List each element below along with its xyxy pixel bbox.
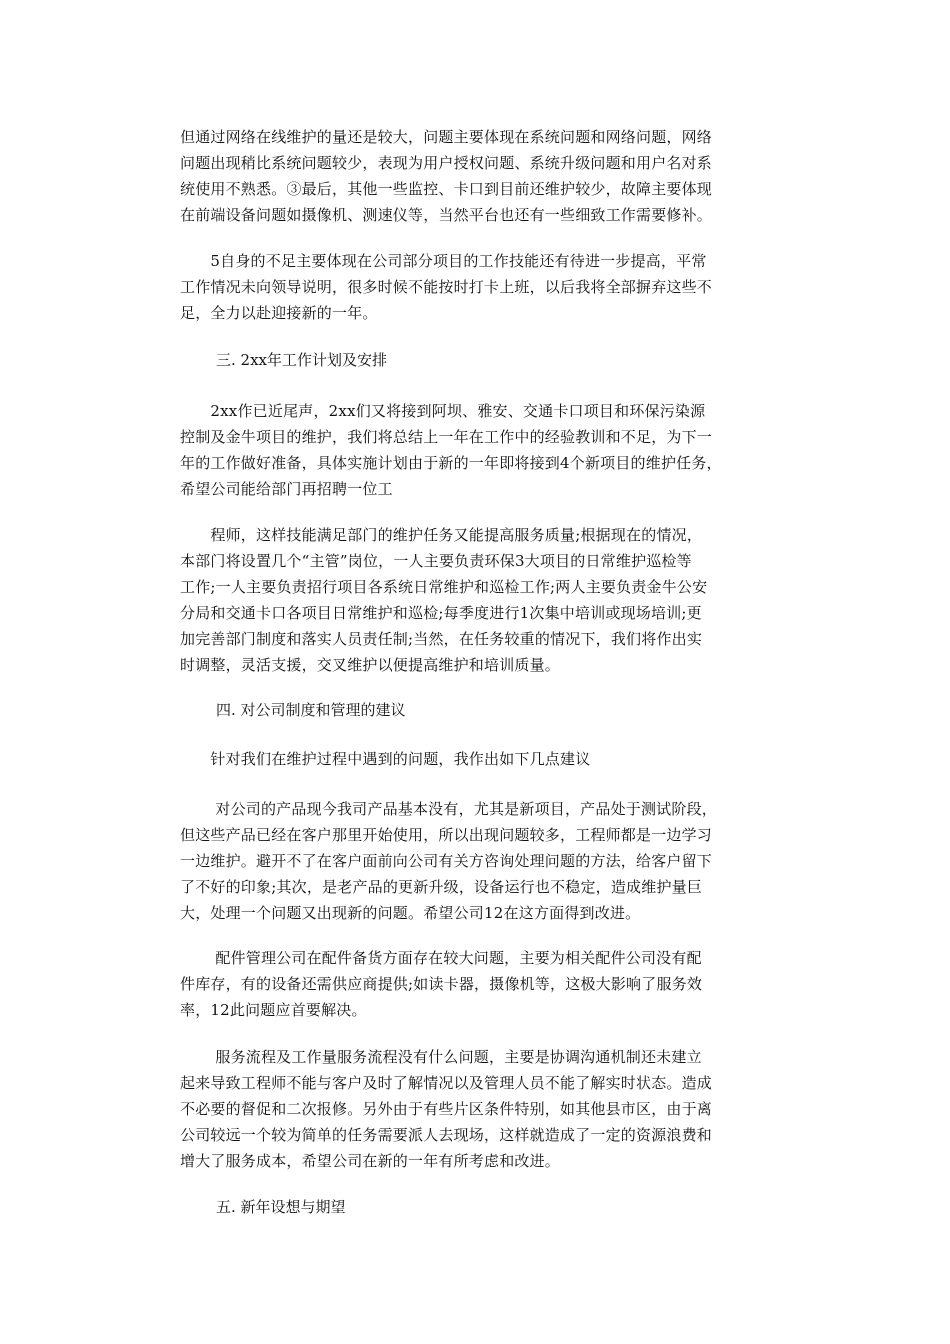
text-line: 大，处理一个问题又出现新的问题。希望公司12在这方面得到改进。 <box>180 904 641 922</box>
text-line: 年的工作做好准备，具体实施计划由于新的一年即将接到4个新项目的维护任务， <box>180 454 722 472</box>
text-line: 但通过网络在线维护的量还是较大，问题主要体现在系统问题和网络问题，网络 <box>180 128 713 146</box>
text-line: 率，12此问题应首要解决。 <box>180 1001 367 1019</box>
text-line: 配件管理公司在配件备货方面存在较大问题，主要为相关配件公司没有配 <box>180 949 702 967</box>
text-line: 5自身的不足主要体现在公司部分项目的工作技能还有待进一步提高，平常 <box>180 252 707 270</box>
text-line: 统使用不熟悉。③最后，其他一些监控、卡口到目前还维护较少，故障主要体现 <box>180 180 713 198</box>
text-line: 时调整，灵活支援，交叉维护以便提高维护和培训质量。 <box>180 656 561 674</box>
text-line: 2xx作已近尾声，2xx们又将接到阿坝、雅安、交通卡口项目和环保污染源 <box>180 402 706 420</box>
text-line: 服务流程及工作量服务流程没有什么问题，主要是协调沟通机制还未建立 <box>180 1048 702 1066</box>
paragraph-shortcomings <box>180 248 780 326</box>
text-line: 本部门将设置几个“主管”岗位，一人主要负责环保3大项目的日常维护巡检等 <box>180 552 692 570</box>
section-heading-suggestions: 四. 对公司制度和管理的建议 <box>216 701 406 719</box>
text-line: 不必要的督促和二次报修。另外由于有些片区条件特别，如其他县市区，由于离 <box>180 1100 713 1118</box>
paragraph-year-plan <box>180 398 780 502</box>
paragraph-network-maintenance <box>180 124 780 228</box>
text-line: 但这些产品已经在客户那里开始使用，所以出现问题较多，工程师都是一边学习 <box>180 826 713 844</box>
text-line: 加完善部门制度和落实人员责任制;当然，在任务较重的情况下，我们将作出实 <box>180 630 703 648</box>
text-line: 足，全力以赴迎接新的一年。 <box>180 304 378 322</box>
text-line: 了不好的印象;其次，是老产品的更新升级，设备运行也不稳定，造成维护量巨 <box>180 878 703 896</box>
text-line: 工作;一人主要负责招行项目各系统日常维护和巡检工作;两人主要负责金牛公安 <box>180 578 708 596</box>
text-line: 分局和交通卡口各项目日常维护和巡检;每季度进行1次集中培训或现场培训;更 <box>180 604 702 622</box>
text-line: 程师，这样技能满足部门的维护任务又能提高服务质量;根据现在的情况， <box>180 526 703 544</box>
text-line: 增大了服务成本，希望公司在新的一年有所考虑和改进。 <box>180 1152 561 1170</box>
paragraph-parts-management <box>180 945 780 1023</box>
paragraph-service-process <box>180 1044 780 1174</box>
paragraph-product-issues <box>180 796 780 926</box>
text-line: 工作情况未向领导说明，很多时候不能按时打卡上班，以后我将全部摒弃这些不 <box>180 278 713 296</box>
text-line: 公司较远一个较为简单的任务需要派人去现场，这样就造成了一定的资源浪费和 <box>180 1126 713 1144</box>
text-line: 希望公司能给部门再招聘一位工 <box>180 480 393 498</box>
text-line: 件库存，有的设备还需供应商提供;如读卡器，摄像机等，这极大影响了服务效 <box>180 975 703 993</box>
text-line: 起来导致工程师不能与客户及时了解情况以及管理人员不能了解实时状态。造成 <box>180 1074 713 1092</box>
text-line: 控制及金牛项目的维护，我们将总结上一年在工作中的经验教训和不足，为下一 <box>180 428 713 446</box>
section-heading-new-year: 五. 新年设想与期望 <box>216 1198 346 1216</box>
text-line: 问题出现稍比系统问题较少，表现为用户授权问题、系统升级问题和用户名对系 <box>180 154 713 172</box>
text-line: 对公司的产品现今我司产品基本没有，尤其是新项目，产品处于测试阶段， <box>180 800 717 818</box>
text-line: 一边维护。避开不了在客户面前向公司有关方咨询处理问题的方法，给客户留下 <box>180 852 713 870</box>
paragraph-engineer-arrangement <box>180 522 780 678</box>
paragraph-suggestions-intro <box>180 746 780 772</box>
text-line: 针对我们在维护过程中遇到的问题，我作出如下几点建议 <box>180 750 591 768</box>
text-line: 在前端设备问题如摄像机、测速仪等，当然平台也还有一些细致工作需要修补。 <box>180 206 713 224</box>
section-heading-work-plan: 三. 2xx年工作计划及安排 <box>216 351 387 369</box>
